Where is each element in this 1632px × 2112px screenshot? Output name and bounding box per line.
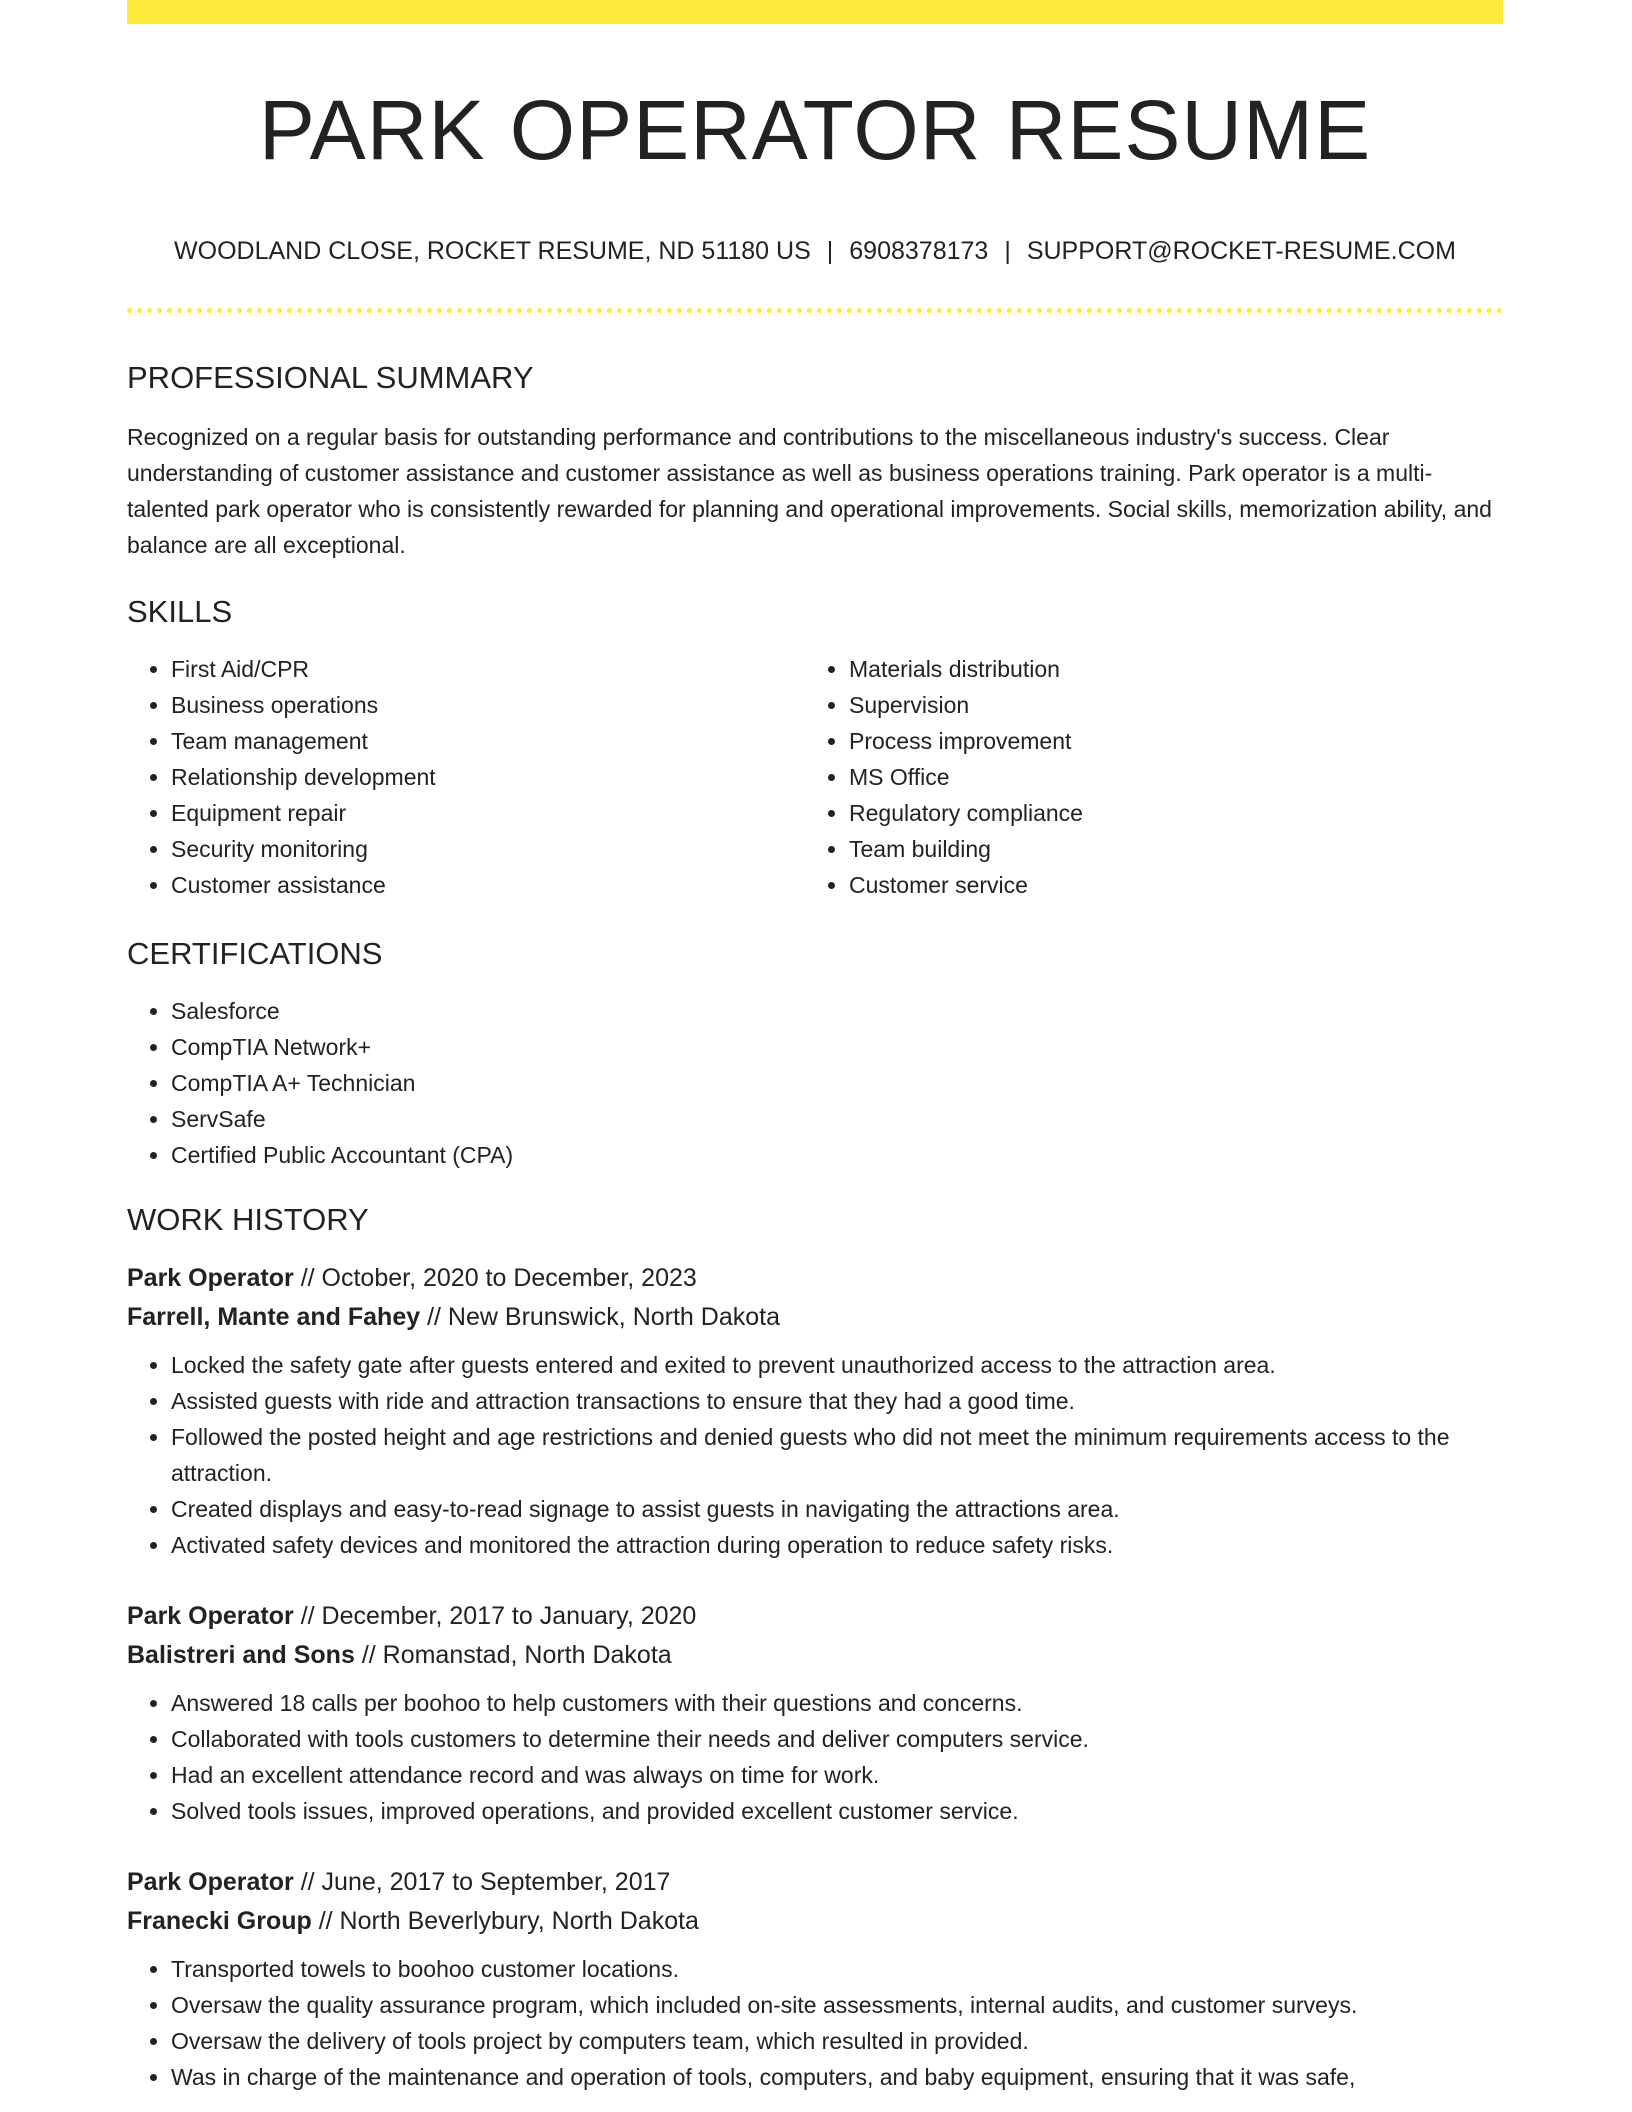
- skills-column-right: [805, 651, 1483, 903]
- job-title-line: [127, 1259, 1503, 1298]
- skill-item: • Materials distribution: [849, 651, 1483, 687]
- skill-item: • Security monitoring: [171, 831, 805, 867]
- resume-page: [127, 0, 1503, 2095]
- skill-item: • Customer assistance: [171, 867, 805, 903]
- skills-columns: [127, 651, 1503, 903]
- job-entry: [127, 1597, 1503, 1829]
- certification-item: • CompTIA A+ Technician: [171, 1065, 1503, 1101]
- certifications-heading: CERTIFICATIONS: [127, 936, 383, 971]
- skill-item: • Business operations: [171, 687, 805, 723]
- job-bullet: • Transported towels to boohoo customer locations.: [171, 1951, 1503, 1987]
- job-bullet: • Was in charge of the maintenance and operation of tools, computers, and baby equipment, ensuring that it was safe,: [171, 2059, 1503, 2095]
- skills-column-left: [127, 651, 805, 903]
- job-bullet: • Had an excellent attendance record and was always on time for work.: [171, 1757, 1503, 1793]
- dotted-divider: [127, 308, 1503, 313]
- job-dates: // October, 2020 to December, 2023: [300, 1264, 697, 1292]
- skills-section: [127, 593, 1503, 903]
- job-entry: [127, 1259, 1503, 1563]
- certifications-section: [127, 935, 1503, 1173]
- summary-heading: PROFESSIONAL SUMMARY: [127, 360, 534, 395]
- contact-phone: 6908378173: [849, 237, 989, 265]
- job-entry: [127, 1863, 1503, 2095]
- job-dates: // December, 2017 to January, 2020: [300, 1602, 697, 1630]
- certification-item: • ServSafe: [171, 1101, 1503, 1137]
- contact-separator: |: [826, 237, 834, 265]
- skill-item: • First Aid/CPR: [171, 651, 805, 687]
- skill-item: • Regulatory compliance: [849, 795, 1483, 831]
- page-title: PARK OPERATOR RESUME: [258, 83, 1372, 177]
- job-bullet: • Answered 18 calls per boohoo to help customers with their questions and concerns.: [171, 1685, 1503, 1721]
- job-title: Park Operator: [127, 1264, 294, 1292]
- job-bullet: • Collaborated with tools customers to determine their needs and deliver computers service.: [171, 1721, 1503, 1757]
- job-dates: // June, 2017 to September, 2017: [300, 1868, 671, 1896]
- summary-section: [127, 359, 1503, 563]
- job-bullet: • Oversaw the quality assurance program, which included on-site assessments, internal audits, and customer surveys.: [171, 1987, 1503, 2023]
- job-bullet: • Assisted guests with ride and attraction transactions to ensure that they had a good time.: [171, 1383, 1503, 1419]
- job-bullet: • Locked the safety gate after guests entered and exited to prevent unauthorized access to the attraction area.: [171, 1347, 1503, 1383]
- job-location: // New Brunswick, North Dakota: [427, 1303, 780, 1331]
- contact-address: WOODLAND CLOSE, ROCKET RESUME, ND 51180 US: [174, 237, 811, 265]
- skill-item: • Process improvement: [849, 723, 1483, 759]
- job-company: Franecki Group: [127, 1907, 312, 1935]
- work-history-heading: WORK HISTORY: [127, 1202, 369, 1237]
- work-history-section: [127, 1201, 1503, 2095]
- contact-line: [127, 236, 1503, 266]
- job-company: Farrell, Mante and Fahey: [127, 1303, 421, 1331]
- job-title: Park Operator: [127, 1868, 294, 1896]
- summary-text: Recognized on a regular basis for outstanding performance and contributions to the miscellaneous industry's success. Clear understanding of customer assistance and customer assistance as well as business operations training. Park operator is a multi-talented park operator who is consistently rewarded for planning and operational improvements. Social skills, memorization ability, and balance are all exceptional.: [127, 424, 1492, 558]
- contact-separator: |: [1004, 237, 1011, 265]
- job-bullet: • Solved tools issues, improved operations, and provided excellent customer service.: [171, 1793, 1503, 1829]
- job-company-line: [127, 1298, 1503, 1337]
- certification-item: • Salesforce: [171, 993, 1503, 1029]
- job-title: Park Operator: [127, 1602, 294, 1630]
- skill-item: • Team management: [171, 723, 805, 759]
- skill-item: • MS Office: [849, 759, 1483, 795]
- job-location: // Romanstad, North Dakota: [361, 1641, 672, 1669]
- job-bullet: • Activated safety devices and monitored the attraction during operation to reduce safety risks.: [171, 1527, 1503, 1563]
- contact-email: SUPPORT@ROCKET-RESUME.COM: [1026, 237, 1456, 265]
- certification-item: • CompTIA Network+: [171, 1029, 1503, 1065]
- skill-item: • Team building: [849, 831, 1483, 867]
- job-company: Balistreri and Sons: [127, 1641, 355, 1669]
- skill-item: • Relationship development: [171, 759, 805, 795]
- certification-item: • Certified Public Accountant (CPA): [171, 1137, 1503, 1173]
- job-location: // North Beverlybury, North Dakota: [318, 1907, 699, 1935]
- job-company-line: [127, 1636, 1503, 1675]
- skills-heading: SKILLS: [127, 594, 233, 629]
- job-bullet: • Oversaw the delivery of tools project by computers team, which resulted in provided.: [171, 2023, 1503, 2059]
- job-bullet: • Created displays and easy-to-read signage to assist guests in navigating the attractions area.: [171, 1491, 1503, 1527]
- job-bullet: • Followed the posted height and age restrictions and denied guests who did not meet the minimum requirements access to the attraction.: [171, 1419, 1503, 1491]
- job-title-line: [127, 1597, 1503, 1636]
- skill-item: • Equipment repair: [171, 795, 805, 831]
- job-company-line: [127, 1902, 1503, 1941]
- job-title-line: [127, 1863, 1503, 1902]
- skill-item: • Customer service: [849, 867, 1483, 903]
- skill-item: • Supervision: [849, 687, 1483, 723]
